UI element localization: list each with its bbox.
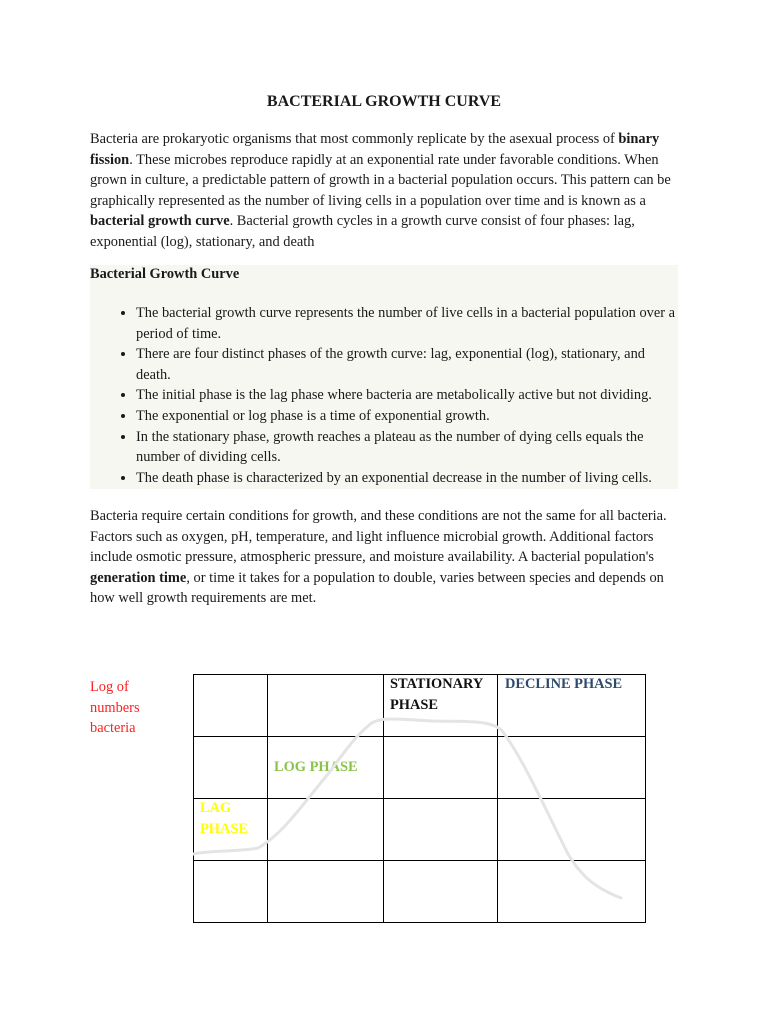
grid-cell [384,737,498,799]
grid-cell [194,675,268,737]
summary-heading: Bacterial Growth Curve [90,266,240,282]
grid-cell [268,799,384,861]
grid-cell [384,799,498,861]
summary-bullet-list [90,303,680,488]
list-item: • The initial phase is the lag phase where bacteria are metabolically active but not dividing. [136,385,680,406]
para2-bold-generation-time: generation time [90,569,187,586]
grid-cell [384,861,498,923]
list-item: • The bacterial growth curve represents the number of live cells in a bacterial population over a period of time. [136,303,680,344]
intro-text-2: . These microbes reproduce rapidly at an exponential rate under favorable conditions. When grown in culture, a predictable pattern of growth in a bacterial population occurs. This pattern can be graphically represented as the number of living cells in a population over time and is known as a [90,151,671,209]
para2-text-2: , or time it takes for a population to double, varies between species and depends on how well growth requirements are met. [90,569,664,607]
para2-text-1: Bacteria require certain conditions for growth, and these conditions are not the same for all bacteria. Factors such as oxygen, pH, temperature, and light influence microbial growth. Additional factors include osmotic pressure, atmospheric pressure, and moisture availability. A bacterial population's [90,508,667,566]
grid-cell [268,861,384,923]
lag-phase-label: LAG PHASE [200,800,248,837]
grid-cell [194,737,268,799]
conditions-paragraph [90,506,680,609]
page-title: BACTERIAL GROWTH CURVE [266,93,502,110]
grid-cell [498,737,646,799]
intro-bold-binary-fission: binary fission [90,131,660,168]
grid-cell [498,861,646,923]
list-item: • There are four distinct phases of the growth curve: lag, exponential (log), stationary, and death. [136,344,680,385]
y-axis-label: Log of numbers bacteria [90,679,140,737]
intro-bold-growth-curve: bacterial growth curve [90,213,230,230]
intro-text-3: . Bacterial growth cycles in a growth curve consist of four phases: lag, exponential (log), stationary, and death [90,213,635,250]
log-phase-label: LOG PHASE [274,759,358,775]
grid-cell [498,799,646,861]
list-item: • In the stationary phase, growth reaches a plateau as the number of dying cells equals the number of dividing cells. [136,427,680,468]
grid-cell [194,861,268,923]
intro-paragraph [90,129,680,253]
decline-phase-label: DECLINE PHASE [505,676,623,692]
list-item: • The death phase is characterized by an exponential decrease in the number of living cells. [136,468,680,489]
list-item: • The exponential or log phase is a time of exponential growth. [136,406,680,427]
grid-cell [268,675,384,737]
intro-text-1: Bacteria are prokaryotic organisms that most commonly replicate by the asexual process of [90,131,619,147]
stationary-phase-label: STATIONARY PHASE [390,676,483,713]
